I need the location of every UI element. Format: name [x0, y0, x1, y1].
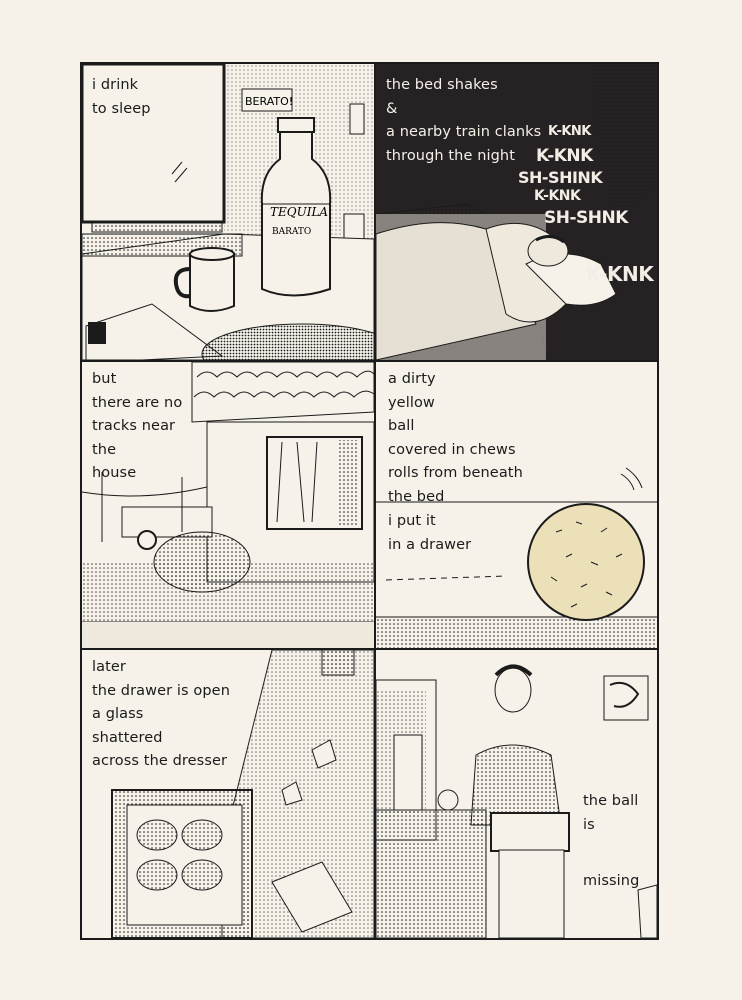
caption-panel-3: but there are no tracks near the house: [92, 371, 183, 481]
sfx-5: SH-SHNK: [544, 208, 628, 228]
poster-text: BERATO!: [245, 95, 294, 108]
panel-4: [376, 362, 657, 648]
sfx-3: SH-SHINK: [518, 168, 603, 187]
caption-panel-5: later the drawer is open a glass shattered across the dresser: [92, 659, 230, 769]
caption-panel-4-mid: i put it in a drawer: [388, 513, 472, 553]
panel-grid: [80, 62, 659, 940]
caption-panel-2: the bed shakes & a nearby train clanks through the night: [386, 77, 542, 164]
bottle-label: TEQUILA: [270, 205, 329, 219]
panel-6: [376, 650, 657, 938]
panel-2: [376, 64, 657, 360]
caption-panel-6-b: missing: [583, 873, 640, 889]
caption-panel-6-a: the ball is: [583, 793, 639, 833]
sfx-4: K-KNK: [534, 188, 581, 204]
panel-3: [82, 362, 374, 648]
bottle-sublabel: BARATO: [272, 227, 312, 237]
sfx-2: K-KNK: [536, 146, 593, 166]
panel-1: [82, 64, 374, 360]
sfx-6: K-KNK: [586, 262, 654, 286]
sfx-1: K-KNK: [548, 124, 591, 139]
panel-5: [82, 650, 374, 938]
caption-panel-1: i drink to sleep: [92, 74, 151, 121]
caption-panel-4-top: a dirty yellow ball covered in chews rolls from beneath the bed: [388, 371, 523, 505]
